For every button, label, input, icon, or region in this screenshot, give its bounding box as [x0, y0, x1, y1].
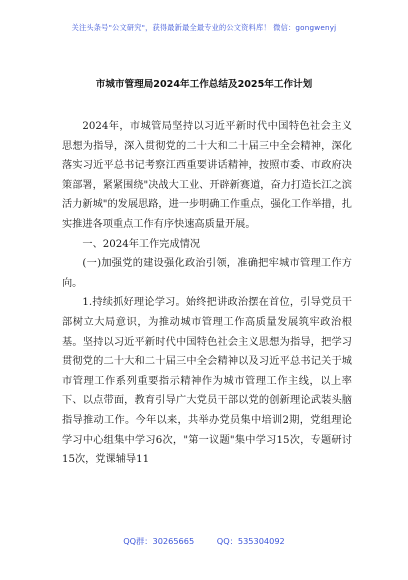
- section-heading: 一、2024年工作完成情况: [82, 238, 201, 250]
- footer-banner: [0, 536, 408, 547]
- header-banner: 关注头条号"公文研究"，获得最新最全最专业的公文资料库！ 微信：gongwenyj: [71, 23, 337, 32]
- intro-paragraph: 2024年，市城管局坚持以习近平新时代中国特色社会主义思想为指导，深入贯彻党的二十大和二十届三中全会精神，深化落实习近平总书记考察江西重要讲话精神，按照市委、市政府决策部署，紧紧围绕"决战大工业、开辟新赛道，奋力打造长江之滨活力新城"的发展思路，进一步明确工作重点，强化工作举措，扎实推进各项重点工作有序快速高质量开展。: [62, 121, 352, 230]
- document-body: [62, 117, 352, 470]
- item-paragraph: 1.持续抓好理论学习。始终把讲政治摆在首位，引导党员干部树立大局意识，为推动城市管理工作高质量发展筑牢政治根基。坚持以习近平新时代中国特色社会主义思想为指导，把学习贯彻党的二十大和二十届三中全会精神以及习近平总书记关于城市管理工作系列重要指示精神作为城市管理工作主线，以上率下、以点带面，教育引导广大党员干部以党的创新理论武装头脑指导推动工作。今年以来，共举办党员集中培训2期，党组理论学习中心组集中学习6次，"第一议题"集中学习15次，专题研讨15次，党课辅导11: [62, 297, 352, 466]
- footer-qq: QQ：535304092: [216, 536, 285, 546]
- subsection-heading: (一)加强党的建设强化政治引领，准确把牢城市管理工作方向。: [62, 258, 352, 289]
- document-title: 市城市管理局2024年工作总结及2025年工作计划: [95, 79, 313, 90]
- footer-qq-group: QQ群：30265665: [123, 536, 195, 546]
